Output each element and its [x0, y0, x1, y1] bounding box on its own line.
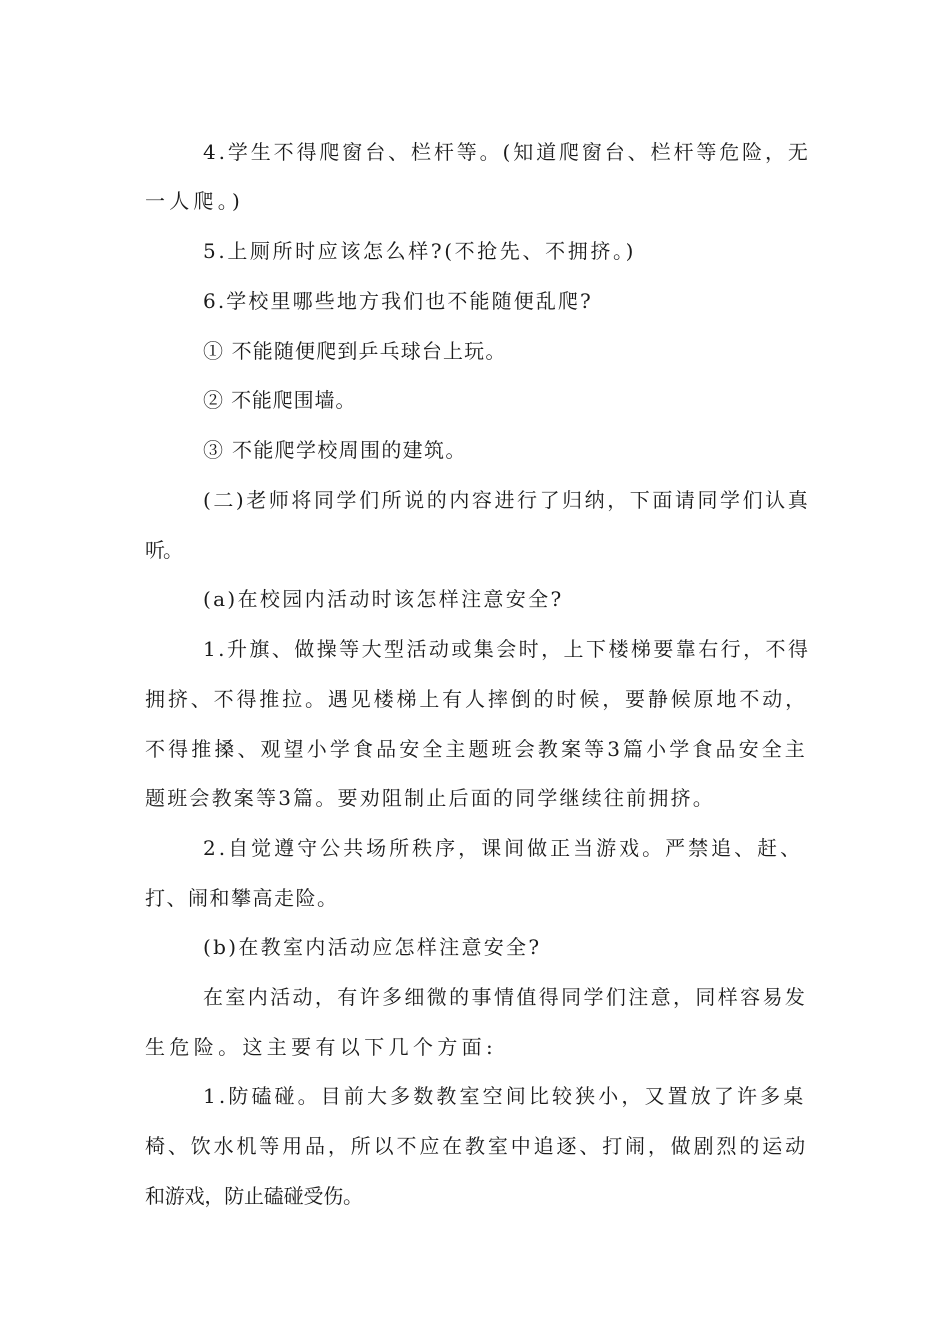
text-line: (a)在校园内活动时该怎样注意安全? — [203, 587, 564, 611]
text-line: 在室内活动，有许多细微的事情值得同学们注意，同样容易发 — [203, 985, 808, 1009]
text-line: 打、闹和攀高走险。 — [145, 886, 339, 910]
text-line: ② 不能爬围墙。 — [203, 388, 357, 412]
text-line: 2.自觉遵守公共场所秩序，课间做正当游戏。严禁追、赶、 — [203, 836, 804, 860]
text-line: 5.上厕所时应该怎么样?(不抢先、不拥挤。) — [203, 239, 637, 263]
text-line: 听。 — [145, 538, 181, 562]
text-line: 不得推搡、观望小学食品安全主题班会教案等3篇小学食品安全主 — [145, 737, 808, 761]
text-line: 6.学校里哪些地方我们也不能随便乱爬? — [203, 289, 593, 313]
text-line: 椅、饮水机等用品，所以不应在教室中追逐、打闹，做剧烈的运动 — [145, 1134, 808, 1158]
text-line: 题班会教案等3篇。要劝阻制止后面的同学继续往前拥挤。 — [145, 786, 715, 810]
text-line: 4.学生不得爬窗台、栏杆等。(知道爬窗台、栏杆等危险，无 — [203, 140, 811, 164]
text-line: 一人爬。) — [145, 189, 245, 213]
text-line: 1.升旗、做操等大型活动或集会时，上下楼梯要靠右行，不得 — [203, 637, 811, 661]
text-line: ③ 不能爬学校周围的建筑。 — [203, 438, 467, 462]
text-line: 拥挤、不得推拉。遇见楼梯上有人摔倒的时候，要静候原地不动， — [145, 687, 808, 711]
text-line: 和游戏，防止磕碰受伤。 — [145, 1184, 363, 1208]
text-line: 1.防磕碰。目前大多数教室空间比较狭小，又置放了许多桌 — [203, 1084, 807, 1108]
text-line: (b)在教室内活动应怎样注意安全? — [203, 935, 542, 959]
text-line: 生危险。这主要有以下几个方面: — [145, 1035, 498, 1059]
text-line: ① 不能随便爬到乒乓球台上玩。 — [203, 339, 507, 363]
text-line: (二)老师将同学们所说的内容进行了归纳，下面请同学们认真 — [203, 488, 811, 512]
